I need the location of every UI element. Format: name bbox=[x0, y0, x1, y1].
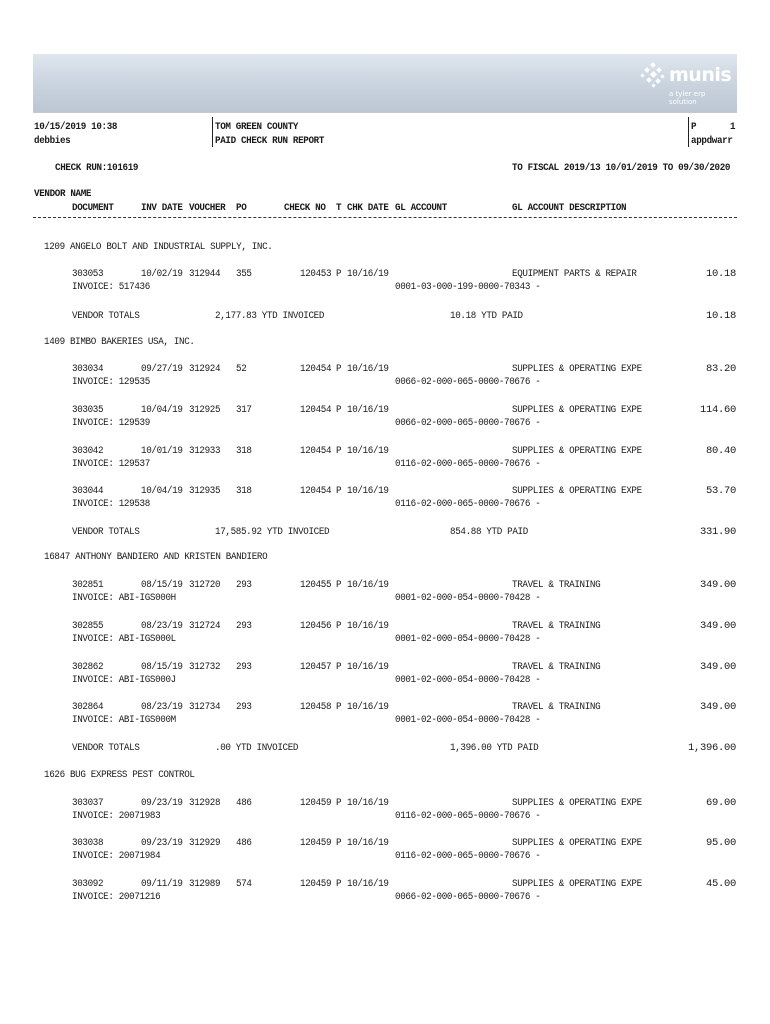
line-inv-date: 09/23/19 bbox=[141, 837, 183, 849]
line-gl-account: 0066-02-000-065-0000-70676 - bbox=[395, 891, 541, 903]
line-voucher: 312928 bbox=[189, 797, 221, 809]
line-gl-desc: SUPPLIES & OPERATING EXPE bbox=[512, 445, 642, 457]
header-divider-right bbox=[688, 117, 689, 147]
line-gl-desc: EQUIPMENT PARTS & REPAIR bbox=[512, 268, 637, 280]
line-document: 303037 bbox=[72, 797, 104, 809]
vendor-name: 1209 ANGELO BOLT AND INDUSTRIAL SUPPLY, INC. bbox=[44, 241, 273, 253]
fiscal-range: TO FISCAL 2019/13 10/01/2019 TO 09/30/2020 bbox=[512, 162, 731, 174]
line-check-no: 120456 bbox=[300, 620, 332, 632]
line-gl-account: 0001-02-000-054-0000-70428 - bbox=[395, 633, 541, 645]
line-gl-account: 0116-02-000-065-0000-70676 - bbox=[395, 498, 541, 510]
line-gl-desc: SUPPLIES & OPERATING EXPE bbox=[512, 837, 642, 849]
line-invoice: INVOICE: 517436 bbox=[72, 281, 150, 293]
line-gl-account: 0116-02-000-065-0000-70676 - bbox=[395, 458, 541, 470]
line-voucher: 312933 bbox=[189, 445, 221, 457]
vendor-ytd-paid: 10.18 YTD PAID bbox=[450, 310, 523, 322]
line-chk-date: 10/16/19 bbox=[347, 837, 389, 849]
line-voucher: 312935 bbox=[189, 485, 221, 497]
line-po: 293 bbox=[236, 620, 252, 632]
line-po: 52 bbox=[236, 363, 247, 375]
line-invoice: INVOICE: 129539 bbox=[72, 417, 150, 429]
line-amount: 45.00 bbox=[705, 878, 736, 890]
line-check-no: 120458 bbox=[300, 701, 332, 713]
line-invoice: INVOICE: ABI-IGS000M bbox=[72, 714, 176, 726]
report-title: PAID CHECK RUN REPORT bbox=[215, 135, 325, 147]
vendor-name: 16847 ANTHONY BANDIERO AND KRISTEN BANDIERO bbox=[44, 551, 268, 563]
line-gl-desc: TRAVEL & TRAINING bbox=[512, 661, 601, 673]
line-amount: 53.70 bbox=[705, 485, 736, 497]
line-document: 303053 bbox=[72, 268, 104, 280]
line-invoice: INVOICE: 20071984 bbox=[72, 850, 161, 862]
line-po: 293 bbox=[236, 701, 252, 713]
line-gl-account: 0066-02-000-065-0000-70676 - bbox=[395, 376, 541, 388]
vendor-name: 1626 BUG EXPRESS PEST CONTROL bbox=[44, 769, 195, 781]
line-type: P bbox=[336, 404, 342, 416]
line-invoice: INVOICE: 20071983 bbox=[72, 810, 161, 822]
report-datetime: 10/15/2019 10:38 bbox=[34, 121, 118, 133]
vendor-totals-amount: 10.18 bbox=[705, 310, 736, 322]
line-voucher: 312724 bbox=[189, 620, 221, 632]
line-po: 355 bbox=[236, 268, 252, 280]
line-chk-date: 10/16/19 bbox=[347, 268, 389, 280]
munis-logo bbox=[639, 60, 732, 106]
col-chk-date: CHK DATE bbox=[347, 202, 389, 214]
report-user: debbies bbox=[34, 135, 71, 147]
line-chk-date: 10/16/19 bbox=[347, 701, 389, 713]
line-gl-account: 0001-03-000-199-0000-70343 - bbox=[395, 281, 541, 293]
line-voucher: 312944 bbox=[189, 268, 221, 280]
vendor-name: 1409 BIMBO BAKERIES USA, INC. bbox=[44, 336, 195, 348]
line-gl-desc: TRAVEL & TRAINING bbox=[512, 701, 601, 713]
line-voucher: 312989 bbox=[189, 878, 221, 890]
vendor-totals-label: VENDOR TOTALS bbox=[72, 526, 140, 538]
line-amount: 349.00 bbox=[699, 579, 736, 591]
line-gl-account: 0001-02-000-054-0000-70428 - bbox=[395, 674, 541, 686]
line-gl-account: 0001-02-000-054-0000-70428 - bbox=[395, 592, 541, 604]
line-gl-account: 0116-02-000-065-0000-70676 - bbox=[395, 810, 541, 822]
line-check-no: 120459 bbox=[300, 878, 332, 890]
line-document: 303092 bbox=[72, 878, 104, 890]
header-rule bbox=[33, 217, 737, 218]
col-document: DOCUMENT bbox=[72, 202, 114, 214]
vendor-totals-label: VENDOR TOTALS bbox=[72, 310, 140, 322]
line-type: P bbox=[336, 797, 342, 809]
line-document: 303035 bbox=[72, 404, 104, 416]
line-inv-date: 08/23/19 bbox=[141, 620, 183, 632]
col-gl-desc: GL ACCOUNT DESCRIPTION bbox=[512, 202, 627, 214]
vendor-ytd-invoiced: 2,177.83 YTD INVOICED bbox=[215, 310, 325, 322]
line-chk-date: 10/16/19 bbox=[347, 620, 389, 632]
line-gl-desc: SUPPLIES & OPERATING EXPE bbox=[512, 797, 642, 809]
line-po: 293 bbox=[236, 579, 252, 591]
line-check-no: 120455 bbox=[300, 579, 332, 591]
line-amount: 114.60 bbox=[699, 404, 736, 416]
line-invoice: INVOICE: 129538 bbox=[72, 498, 150, 510]
line-po: 318 bbox=[236, 485, 252, 497]
line-document: 303042 bbox=[72, 445, 104, 457]
line-document: 302851 bbox=[72, 579, 104, 591]
header-divider-left bbox=[212, 117, 213, 147]
line-voucher: 312929 bbox=[189, 837, 221, 849]
line-type: P bbox=[336, 878, 342, 890]
line-document: 302855 bbox=[72, 620, 104, 632]
line-check-no: 120459 bbox=[300, 837, 332, 849]
line-gl-account: 0001-02-000-054-0000-70428 - bbox=[395, 714, 541, 726]
page-label: P bbox=[691, 121, 697, 133]
line-chk-date: 10/16/19 bbox=[347, 878, 389, 890]
line-type: P bbox=[336, 485, 342, 497]
line-amount: 349.00 bbox=[699, 620, 736, 632]
line-check-no: 120457 bbox=[300, 661, 332, 673]
line-invoice: INVOICE: ABI-IGS000L bbox=[72, 633, 176, 645]
line-type: P bbox=[336, 620, 342, 632]
line-invoice: INVOICE: ABI-IGS000J bbox=[72, 674, 176, 686]
munis-logo-icon bbox=[639, 62, 667, 92]
col-voucher: VOUCHER bbox=[189, 202, 226, 214]
line-type: P bbox=[336, 701, 342, 713]
vendor-ytd-invoiced: 17,585.92 YTD INVOICED bbox=[215, 526, 330, 538]
line-gl-account: 0116-02-000-065-0000-70676 - bbox=[395, 850, 541, 862]
line-amount: 69.00 bbox=[705, 797, 736, 809]
line-invoice: INVOICE: ABI-IGS000H bbox=[72, 592, 176, 604]
vendor-ytd-paid: 1,396.00 YTD PAID bbox=[450, 742, 539, 754]
line-inv-date: 08/23/19 bbox=[141, 701, 183, 713]
line-chk-date: 10/16/19 bbox=[347, 404, 389, 416]
col-gl-account: GL ACCOUNT bbox=[395, 202, 447, 214]
line-check-no: 120459 bbox=[300, 797, 332, 809]
report-banner bbox=[33, 54, 737, 112]
line-type: P bbox=[336, 363, 342, 375]
line-inv-date: 09/27/19 bbox=[141, 363, 183, 375]
line-voucher: 312732 bbox=[189, 661, 221, 673]
line-voucher: 312925 bbox=[189, 404, 221, 416]
line-document: 302864 bbox=[72, 701, 104, 713]
line-inv-date: 09/11/19 bbox=[141, 878, 183, 890]
line-chk-date: 10/16/19 bbox=[347, 797, 389, 809]
line-invoice: INVOICE: 20071216 bbox=[72, 891, 161, 903]
check-run: CHECK RUN:101619 bbox=[55, 162, 139, 174]
line-gl-desc: SUPPLIES & OPERATING EXPE bbox=[512, 404, 642, 416]
line-gl-desc: SUPPLIES & OPERATING EXPE bbox=[512, 485, 642, 497]
line-type: P bbox=[336, 445, 342, 457]
line-chk-date: 10/16/19 bbox=[347, 445, 389, 457]
line-invoice: INVOICE: 129535 bbox=[72, 376, 150, 388]
logo-tagline: a tyler erp solution bbox=[669, 90, 706, 106]
line-inv-date: 10/01/19 bbox=[141, 445, 183, 457]
col-inv-date: INV DATE bbox=[141, 202, 183, 214]
line-gl-desc: SUPPLIES & OPERATING EXPE bbox=[512, 878, 642, 890]
vendor-totals-amount: 331.90 bbox=[699, 526, 736, 538]
line-document: 303038 bbox=[72, 837, 104, 849]
col-check-no: CHECK NO bbox=[284, 202, 326, 214]
col-t: T bbox=[336, 202, 342, 214]
line-type: P bbox=[336, 579, 342, 591]
line-po: 486 bbox=[236, 837, 252, 849]
line-inv-date: 09/23/19 bbox=[141, 797, 183, 809]
line-amount: 95.00 bbox=[705, 837, 736, 849]
line-document: 303034 bbox=[72, 363, 104, 375]
line-inv-date: 10/02/19 bbox=[141, 268, 183, 280]
line-type: P bbox=[336, 837, 342, 849]
line-po: 574 bbox=[236, 878, 252, 890]
col-po: PO bbox=[236, 202, 247, 214]
line-gl-account: 0066-02-000-065-0000-70676 - bbox=[395, 417, 541, 429]
line-inv-date: 10/04/19 bbox=[141, 485, 183, 497]
line-document: 302862 bbox=[72, 661, 104, 673]
line-invoice: INVOICE: 129537 bbox=[72, 458, 150, 470]
line-type: P bbox=[336, 268, 342, 280]
line-voucher: 312734 bbox=[189, 701, 221, 713]
line-chk-date: 10/16/19 bbox=[347, 485, 389, 497]
county-name: TOM GREEN COUNTY bbox=[215, 121, 299, 133]
line-amount: 80.40 bbox=[705, 445, 736, 457]
line-inv-date: 08/15/19 bbox=[141, 661, 183, 673]
line-check-no: 120454 bbox=[300, 485, 332, 497]
line-po: 318 bbox=[236, 445, 252, 457]
banner-rule bbox=[33, 112, 737, 113]
logo-word: munis bbox=[669, 64, 732, 86]
line-amount: 349.00 bbox=[699, 701, 736, 713]
line-amount: 10.18 bbox=[705, 268, 736, 280]
vendor-ytd-invoiced: .00 YTD INVOICED bbox=[215, 742, 299, 754]
line-chk-date: 10/16/19 bbox=[347, 363, 389, 375]
line-chk-date: 10/16/19 bbox=[347, 661, 389, 673]
page-number: 1 bbox=[730, 121, 736, 133]
line-po: 317 bbox=[236, 404, 252, 416]
line-check-no: 120454 bbox=[300, 363, 332, 375]
line-amount: 83.20 bbox=[705, 363, 736, 375]
line-type: P bbox=[336, 661, 342, 673]
line-gl-desc: TRAVEL & TRAINING bbox=[512, 620, 601, 632]
line-po: 486 bbox=[236, 797, 252, 809]
line-amount: 349.00 bbox=[699, 661, 736, 673]
line-voucher: 312720 bbox=[189, 579, 221, 591]
line-gl-desc: SUPPLIES & OPERATING EXPE bbox=[512, 363, 642, 375]
line-inv-date: 08/15/19 bbox=[141, 579, 183, 591]
line-document: 303044 bbox=[72, 485, 104, 497]
line-gl-desc: TRAVEL & TRAINING bbox=[512, 579, 601, 591]
line-check-no: 120454 bbox=[300, 445, 332, 457]
line-voucher: 312924 bbox=[189, 363, 221, 375]
line-chk-date: 10/16/19 bbox=[347, 579, 389, 591]
vendor-totals-amount: 1,396.00 bbox=[687, 742, 736, 754]
line-inv-date: 10/04/19 bbox=[141, 404, 183, 416]
line-po: 293 bbox=[236, 661, 252, 673]
line-check-no: 120454 bbox=[300, 404, 332, 416]
vendor-ytd-paid: 854.88 YTD PAID bbox=[450, 526, 528, 538]
vendor-totals-label: VENDOR TOTALS bbox=[72, 742, 140, 754]
line-check-no: 120453 bbox=[300, 268, 332, 280]
col-vendor-name: VENDOR NAME bbox=[34, 188, 92, 200]
program-name: appdwarr bbox=[691, 135, 733, 147]
